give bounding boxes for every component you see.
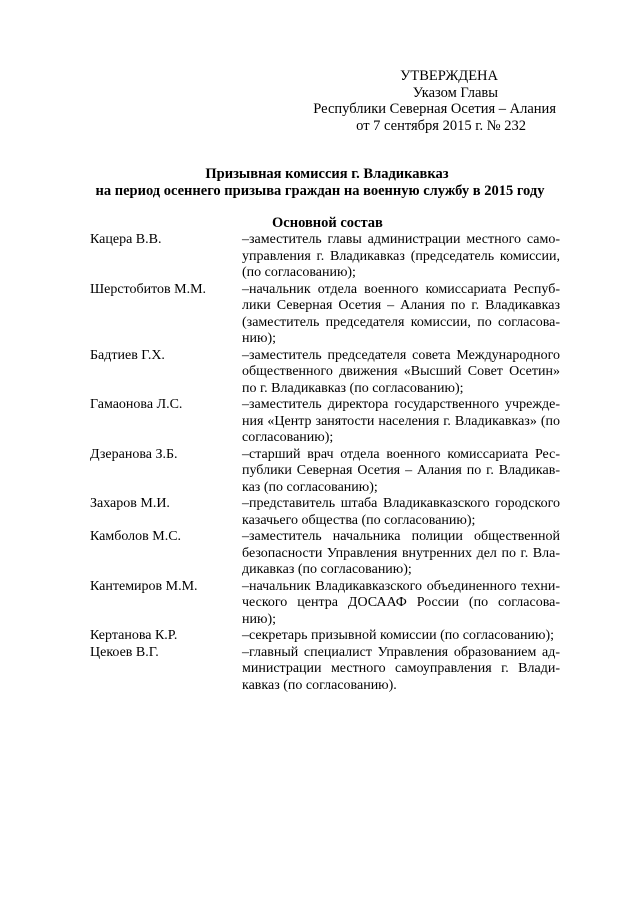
member-row (90, 529, 560, 579)
member-list (90, 232, 560, 694)
member-role: –старший врач отдела военного комиссариата Рес-публики Северная Осетия – Алания по г. Владикав-каз (по согласованию); (242, 446, 560, 495)
member-row (90, 645, 560, 695)
member-row (90, 447, 560, 497)
member-name: Захаров М.И. (90, 496, 170, 511)
approval-stamp (313, 68, 556, 134)
member-name: Кантемиров М.М. (90, 578, 198, 594)
title-line-2: на период осеннего призыва граждан на военную службу в 2015 году (95, 182, 545, 199)
member-name: Дзеранова З.Б. (90, 446, 178, 462)
approval-republic: Республики Северная Осетия – Алания (313, 101, 556, 117)
member-name: Бадтиев Г.Х. (90, 347, 165, 363)
member-row (90, 579, 560, 629)
member-name: Шерстобитов М.М. (90, 281, 207, 297)
member-name: Камболов М.С. (90, 529, 182, 544)
member-row (90, 397, 560, 447)
title-line-1: Призывная комиссия г. Владикавказ (205, 166, 449, 182)
member-row (90, 496, 560, 529)
approval-heading: УТВЕРЖДЕНА (400, 68, 498, 84)
member-role: –представитель штаба Владикавказского городского казачьего общества (по согласованию); (242, 496, 560, 528)
member-role: –начальник отдела военного комиссариата Респуб-лики Северная Осетия – Алания по г. Владикавказ (заместитель председателя комиссии, по согласова-нию); (242, 281, 560, 346)
member-row (90, 628, 560, 645)
member-role: –начальник Владикавказского объединенного техни-ческого центра ДОСААФ России (по согласова-нию); (242, 578, 560, 627)
approval-issuer: Указом Главы (412, 84, 498, 101)
member-row (90, 348, 560, 398)
member-name: Гамаонова Л.С. (90, 397, 183, 412)
member-name: Кацера В.В. (90, 232, 162, 247)
member-row (90, 232, 560, 282)
member-row (90, 282, 560, 348)
document-title (0, 166, 640, 199)
member-role: –заместитель главы администрации местного само-управления г. Владикавказ (председатель комиссии, (по согласованию); (242, 232, 560, 280)
section-title: Основной состав (272, 215, 383, 231)
member-role: –заместитель председателя совета Международного общественного движения «Высший Совет Осетин» по г. Владикавказ (по согласованию); (242, 347, 560, 396)
member-role: –главный специалист Управления образованием ад-министрации местного самоуправления г. Влади-кавказ (по согласованию). (242, 644, 560, 693)
member-name: Цекоев В.Г. (90, 644, 159, 660)
member-role: –секретарь призывной комиссии (по согласованию); (242, 628, 555, 643)
member-role: –заместитель директора государственного учрежде-ния «Центр занятости населения г. Владикавказ» (по согласованию); (242, 397, 560, 445)
member-name: Кертанова К.Р. (90, 628, 178, 643)
member-role: –заместитель начальника полиции общественной безопасности Управления внутренних дел по г. Вла-дикавказ (по согласованию); (242, 529, 560, 577)
approval-date: от 7 сентября 2015 г. № 232 (356, 117, 526, 134)
